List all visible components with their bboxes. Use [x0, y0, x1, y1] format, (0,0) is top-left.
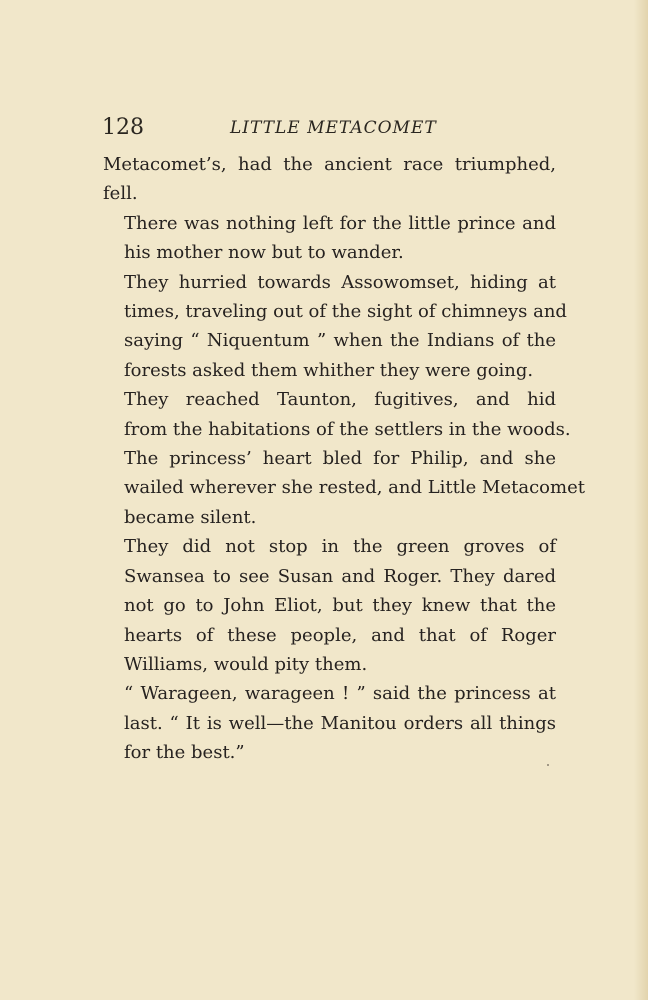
paragraph: [103, 150, 556, 209]
paragraph: [103, 679, 556, 767]
text-line: hearts of these people, and that of Roger: [124, 624, 556, 646]
text-line: The princess’ heart bled for Philip, and she: [124, 448, 556, 470]
paragraph: [103, 444, 585, 532]
paragraph: [103, 268, 567, 386]
paragraph: [103, 532, 556, 679]
page-header: [102, 112, 556, 144]
running-title: LITTLE METACOMET: [230, 118, 437, 138]
page-edge-shadow: [634, 0, 648, 1000]
text-line: fell.: [103, 183, 138, 205]
paper-speck: [547, 764, 549, 766]
text-line: for the best.”: [124, 742, 245, 764]
text-line: saying “ Niquentum ” when the Indians of the: [124, 330, 556, 352]
text-line: They hurried towards Assowomset, hiding at: [124, 271, 556, 293]
text-line: There was nothing left for the little prince and: [124, 212, 556, 234]
text-line: last. “ It is well—the Manitou orders all things: [124, 712, 556, 734]
text-line: “ Warageen, warageen ! ” said the princess at: [124, 683, 556, 705]
paragraph: [103, 385, 571, 444]
text-line: Swansea to see Susan and Roger. They dared: [124, 565, 556, 587]
text-line: from the habitations of the settlers in the woods.: [124, 418, 571, 440]
page-number: 128: [102, 115, 144, 140]
text-line: Metacomet’s, had the ancient race triumphed,: [103, 154, 556, 175]
text-line: times, traveling out of the sight of chimneys and: [124, 301, 567, 323]
text-line: forests asked them whither they were going.: [124, 359, 534, 381]
text-line: They reached Taunton, fugitives, and hid: [124, 389, 556, 411]
text-line: his mother now but to wander.: [124, 242, 404, 264]
text-line: became silent.: [124, 506, 257, 528]
body-text: [103, 150, 585, 768]
text-line: wailed wherever she rested, and Little Metacomet: [124, 477, 585, 499]
text-line: They did not stop in the green groves of: [124, 536, 556, 558]
text-line: not go to John Eliot, but they knew that the: [124, 595, 556, 617]
text-line: Williams, would pity them.: [124, 653, 368, 675]
paragraph: [103, 209, 556, 268]
